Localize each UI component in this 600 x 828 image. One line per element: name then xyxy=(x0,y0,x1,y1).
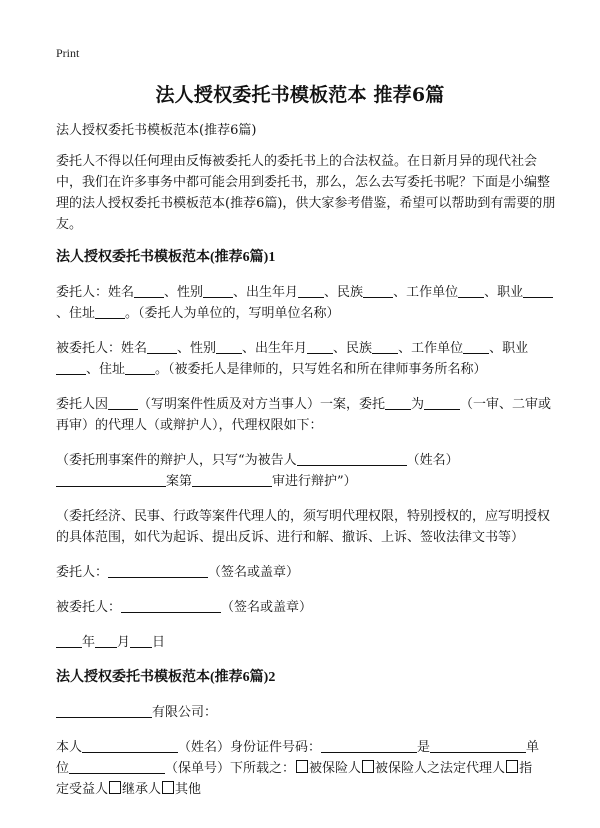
client-gender-blank[interactable] xyxy=(203,283,233,298)
trial-number-blank[interactable] xyxy=(192,472,272,487)
document-subtitle: 法人授权委托书模板范本(推荐6篇) xyxy=(56,123,257,138)
client-occupation-label: 、职业 xyxy=(484,285,524,300)
agent-workplace-label: 、工作单位 xyxy=(398,341,464,356)
agent-address-label: 、住址 xyxy=(86,362,126,377)
case-name-blank[interactable] xyxy=(56,472,166,487)
client-signature-line xyxy=(56,562,556,583)
insured-paragraph xyxy=(56,737,556,800)
company-suffix: 有限公司： xyxy=(152,705,218,720)
criminal-intro: （委托刑事案件的辩护人，只写“为被告人 xyxy=(56,453,297,468)
agent-signature-line xyxy=(56,597,556,618)
criminal-end-label: 审进行辩护”） xyxy=(272,474,357,489)
client-occupation-blank[interactable] xyxy=(523,283,553,298)
criminal-case-paragraph xyxy=(56,450,556,492)
unit-label: 单 xyxy=(526,740,540,755)
is-label: 是 xyxy=(417,740,431,755)
legal-rep-checkbox[interactable] xyxy=(362,760,374,773)
agent-signature-label: 被委托人： xyxy=(56,600,122,615)
intro-paragraph: 委托人不得以任何理由反悔被委托人的委托书上的合法权益。在日新月异的现代社会中，我们在许多事务中都可能会用到委托书，那么，怎么去写委托书呢？下面是小编整理的法人授权委托书模板范本(推荐6篇)，供大家参考借鉴，希望可以帮助到有需要的朋友。 xyxy=(56,154,556,232)
section-2-heading: 法人授权委托书模板范本(推荐6篇)2 xyxy=(56,670,276,685)
agent-workplace-blank[interactable] xyxy=(463,339,489,354)
case-instance-blank[interactable] xyxy=(424,395,460,410)
agent-address-blank[interactable] xyxy=(125,360,155,375)
case-as-label: 为 xyxy=(411,397,425,412)
client-signature-blank[interactable] xyxy=(108,563,208,578)
month-label: 月 xyxy=(117,635,131,650)
agent-ethnicity-label: 、民族 xyxy=(333,341,373,356)
case-agent-blank[interactable] xyxy=(385,395,411,410)
year-blank[interactable] xyxy=(56,633,82,648)
client-name-blank[interactable] xyxy=(134,283,164,298)
other-checkbox[interactable] xyxy=(162,781,174,794)
client-address-label: 、住址 xyxy=(56,306,96,321)
agent-birth-label: 、出生年月 xyxy=(242,341,308,356)
agent-note: 。（被委托人是律师的，只写姓名和所在律师事务所名称） xyxy=(155,362,487,377)
agent-info-paragraph xyxy=(56,338,556,380)
date-line xyxy=(56,632,556,653)
self-label: 本人 xyxy=(56,740,83,755)
client-birth-blank[interactable] xyxy=(298,283,324,298)
policy-number-label: （保单号）下所载之： xyxy=(165,761,296,776)
case-reason-blank[interactable] xyxy=(108,395,138,410)
year-label: 年 xyxy=(82,635,96,650)
section-1-heading: 法人授权委托书模板范本(推荐6篇)1 xyxy=(56,250,276,265)
day-label: 日 xyxy=(152,635,166,650)
other-label: 其他 xyxy=(175,782,202,797)
criminal-name-label: （姓名） xyxy=(406,453,459,468)
document-title: 法人授权委托书模板范本 推荐6篇 xyxy=(155,84,445,106)
agent-signature-note: （签名或盖章） xyxy=(221,600,313,615)
client-signature-note: （签名或盖章） xyxy=(208,565,300,580)
client-ethnicity-blank[interactable] xyxy=(363,283,393,298)
position-label: 位 xyxy=(56,761,70,776)
client-note: 。（委托人为单位的，写明单位名称） xyxy=(125,306,340,321)
company-name-blank[interactable] xyxy=(56,703,152,718)
designated-checkbox[interactable] xyxy=(506,760,518,773)
legal-rep-label: 被保险人之法定代理人 xyxy=(375,761,506,776)
agent-signature-blank[interactable] xyxy=(121,598,221,613)
self-name-blank[interactable] xyxy=(82,738,178,753)
economic-case-paragraph: （委托经济、民事、行政等案件代理人的，须写明代理权限，特别授权的，应写明授权的具体范围，如代为起诉、提出反诉、进行和解、撤诉、上诉、签收法律文书等） xyxy=(56,509,551,545)
case-reason-label: 委托人因 xyxy=(56,397,109,412)
print-link[interactable]: Print xyxy=(56,46,80,60)
case-paragraph xyxy=(56,394,556,436)
client-gender-label: 、性别 xyxy=(164,285,204,300)
heir-checkbox[interactable] xyxy=(109,781,121,794)
policy-number-blank[interactable] xyxy=(69,759,165,774)
day-blank[interactable] xyxy=(130,633,152,648)
client-ethnicity-label: 、民族 xyxy=(324,285,364,300)
agent-name-label: 被委托人：姓名 xyxy=(56,341,148,356)
company-line xyxy=(56,702,556,723)
agent-occupation-label: 、职业 xyxy=(489,341,529,356)
agent-birth-blank[interactable] xyxy=(307,339,333,354)
client-name-label: 委托人：姓名 xyxy=(56,285,135,300)
id-number-blank[interactable] xyxy=(321,738,417,753)
defendant-name-blank[interactable] xyxy=(297,451,407,466)
agent-gender-blank[interactable] xyxy=(216,339,242,354)
client-address-blank[interactable] xyxy=(95,304,125,319)
client-birth-label: 、出生年月 xyxy=(233,285,299,300)
criminal-case-label: 案第 xyxy=(166,474,193,489)
client-workplace-label: 、工作单位 xyxy=(393,285,459,300)
policy-type-blank[interactable] xyxy=(430,738,526,753)
id-label: （姓名）身份证件号码： xyxy=(178,740,322,755)
client-workplace-blank[interactable] xyxy=(458,283,484,298)
designated-label-end: 定受益人 xyxy=(56,782,109,797)
insured-checkbox[interactable] xyxy=(296,760,308,773)
designated-label-start: 指 xyxy=(519,761,533,776)
case-nature-label: （写明案件性质及对方当事人）一案，委托 xyxy=(138,397,386,412)
agent-gender-label: 、性别 xyxy=(177,341,217,356)
case-authority-label: （一审、二审或再审）的代理人（或辩护人），代理权限如下： xyxy=(56,397,552,433)
client-signature-label: 委托人： xyxy=(56,565,109,580)
agent-ethnicity-blank[interactable] xyxy=(372,339,398,354)
insured-label: 被保险人 xyxy=(309,761,362,776)
document-body xyxy=(56,120,556,812)
heir-label: 继承人 xyxy=(122,782,162,797)
agent-occupation-blank[interactable] xyxy=(56,360,86,375)
client-info-paragraph xyxy=(56,282,556,324)
agent-name-blank[interactable] xyxy=(147,339,177,354)
month-blank[interactable] xyxy=(95,633,117,648)
